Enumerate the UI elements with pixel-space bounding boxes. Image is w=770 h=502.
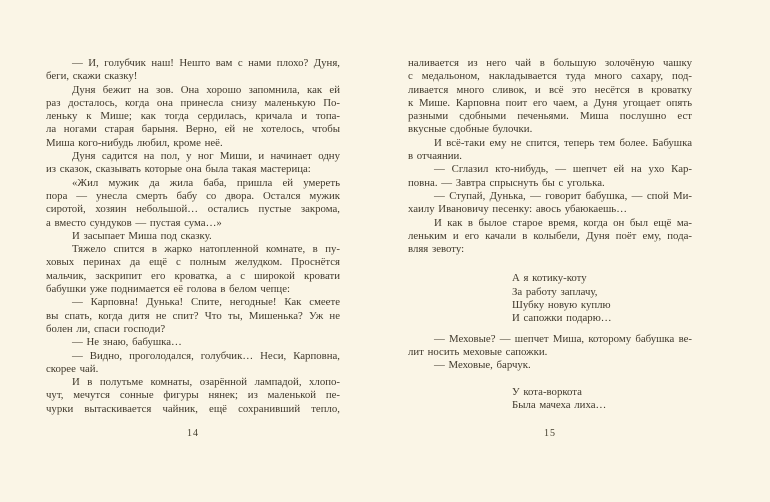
text-line: «Жил мужик да жила баба, пришла ей умереть (72, 176, 340, 189)
verse-line: Шубку новую куплю (512, 299, 611, 312)
page-left-text-block (46, 57, 340, 416)
page-left (46, 57, 340, 439)
text-line: леньку к Мише; как тогда сердилась, кричала и топа- (46, 110, 340, 123)
text-line: в отчаянии. (408, 150, 462, 163)
verse-line: У кота-воркота (512, 385, 582, 398)
text-line: лит носить меховые сапожки. (408, 345, 548, 358)
text-line: — Карповна! Дунька! Спите, негодные! Как смеете (72, 296, 340, 309)
verse-line: За работу заплачу, (512, 285, 598, 298)
text-line: болен ли, спаси господи? (46, 322, 166, 335)
text-line: вы спать, когда дитя не спит? Что ты, Мишенька? Уж не (46, 309, 340, 322)
text-line: пора — унесла смерть бабу со двора. Остался мужик (46, 189, 340, 202)
text-line: Миша кого-нибудь любил, кроме неё. (46, 136, 223, 149)
text-line: — Видно, проголодался, голубчик… Неси, Карповна, (72, 349, 340, 362)
text-line: — Меховые, барчук. (434, 359, 531, 372)
text-line: к Мише. Карповна поит его чаем, а Дуня угощает опять (408, 96, 692, 109)
page-number-left: 14 (187, 428, 199, 439)
text-line: а вместо сундуков — пустая сума…» (46, 216, 222, 229)
text-line: ховых перинах да ещё с полным желудком. Проснётся (46, 256, 340, 269)
text-line: — Ступай, Дунька, — говорит бабушка, — спой Ми- (434, 189, 692, 202)
text-line: И всё-таки ему не спится, теперь тем более. Бабушка (434, 136, 692, 149)
text-line: И как в былое старое время, когда он был ещё ма- (434, 216, 692, 229)
verse-line: Была мачеха лиха… (512, 398, 607, 411)
text-line: повна. — Завтра спрыснуть бы с уголька. (408, 176, 605, 189)
verse-line: И сапожки подарю… (512, 312, 612, 325)
text-line: — Не знаю, бабушка… (72, 336, 182, 349)
text-line: из сказок, сказывать которые она была такая мастерица: (46, 163, 311, 176)
text-line: вляя зевоту: (408, 243, 465, 256)
text-line: разными сдобными печеньями. Миша послушно ест (408, 110, 692, 123)
text-line: раз досталось, когда она принесла снизу маленькую По- (46, 96, 340, 109)
text-line: И засыпает Миша под сказку. (72, 229, 212, 242)
text-line: Дуня бежит на зов. Она хорошо запомнила, как ей (72, 83, 340, 96)
text-line: ливается много сливок, и всё это несётся в кроватку (408, 83, 692, 96)
text-line: — Сглазил кто-нибудь, — шепчет ей на ухо Кар- (434, 163, 692, 176)
text-line: — И, голубчик наш! Нешто вам с нами плохо? Дуня, (72, 57, 340, 69)
page-right (408, 57, 692, 439)
text-line: чурки вытаскивается чайник, ещё сохранивший тепло, (46, 402, 340, 415)
page-right-text-block (408, 57, 692, 412)
text-line: наливается из него чай в большую золочёную чашку (408, 57, 692, 69)
text-line: с медальоном, накладывается туда много сахару, под- (408, 70, 692, 83)
text-line: — Меховые? — шепчет Миша, которому бабушка ве- (434, 332, 692, 345)
page-number-right: 15 (544, 428, 556, 439)
text-line: сиротой, хозяин небольшой… остались пустые закрома, (46, 203, 340, 216)
text-line: вкусные сдобные булочки. (408, 123, 533, 136)
text-line: Тяжело спится в жарко натопленной комнате, в пу- (72, 243, 340, 256)
text-line: И в полутьме комнаты, озарённой лампадой, хлопо- (72, 376, 340, 389)
text-line: беги, скажи сказку! (46, 70, 138, 83)
text-line: хаилу Ивановичу песенку: авось убаюкаешь… (408, 203, 628, 216)
text-line: скорее чай. (46, 362, 99, 375)
text-line: мальчик, заскрипит его кроватка, а с широкой кровати (46, 269, 340, 282)
text-line: леньким и его качали в колыбели, Дуня поёт ему, пода- (408, 229, 692, 242)
verse-line: А я котику-коту (512, 272, 587, 285)
text-line: ла ногами старая барыня. Верно, ей не хотелось, чтобы (46, 123, 340, 136)
text-line: Дуня садится на пол, у ног Миши, и начинает одну (72, 150, 340, 163)
text-line: чут, мечутся сонные фигуры нянек; из маленькой пе- (46, 389, 340, 402)
text-line: бабушки уже поднимается её голова в белом чепце: (46, 283, 290, 296)
